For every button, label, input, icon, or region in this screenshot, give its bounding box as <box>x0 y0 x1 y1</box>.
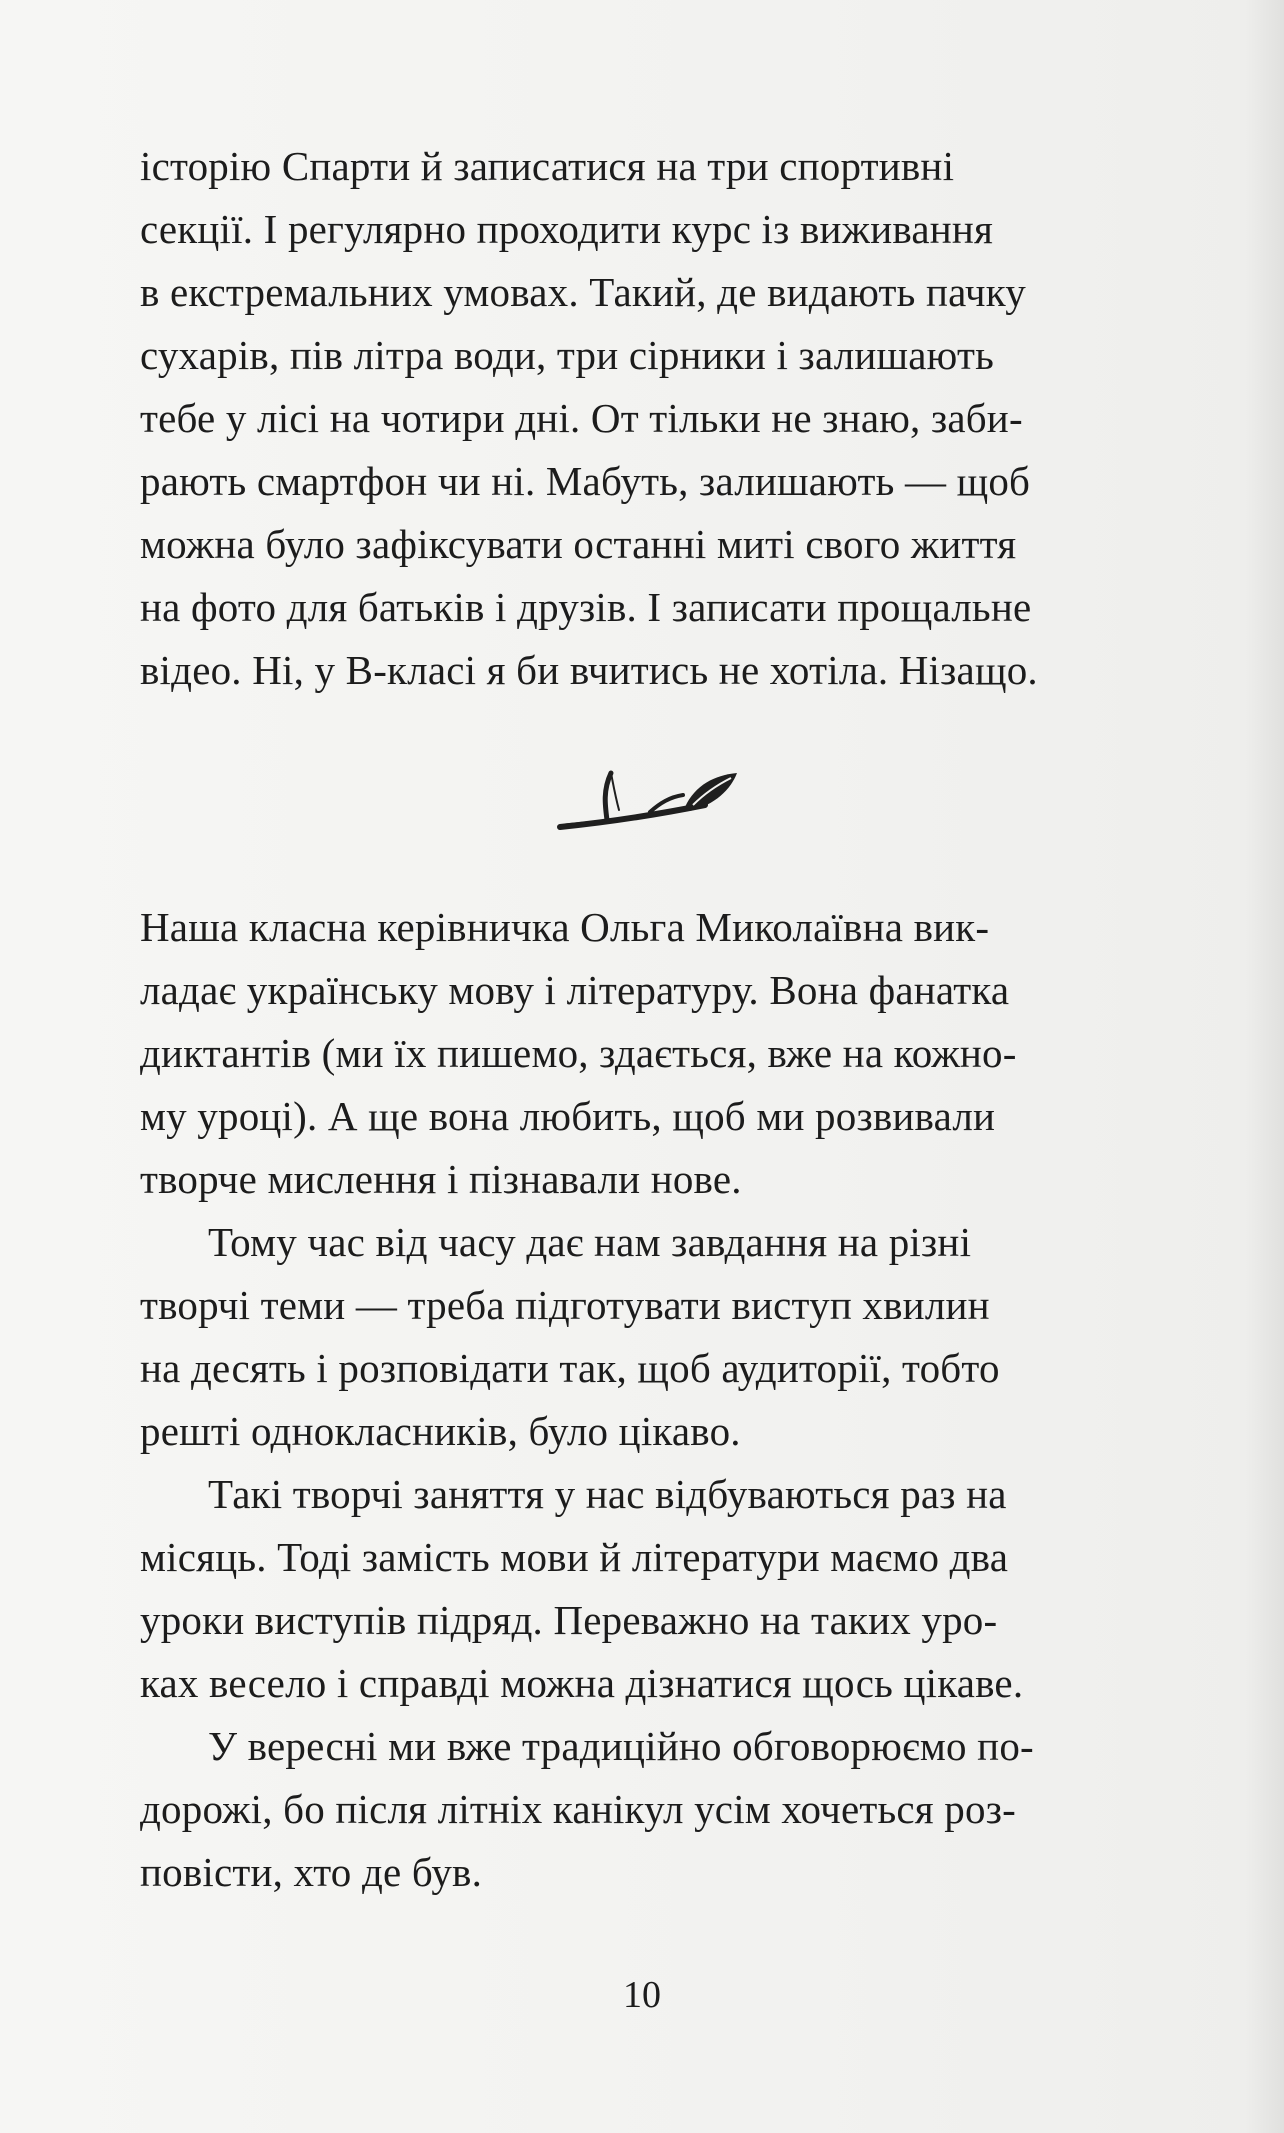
text-line: місяць. Тоді замість мови й літератури маємо два <box>140 1534 1009 1580</box>
paragraph-1 <box>140 896 1150 1211</box>
continued-paragraph <box>140 135 1150 702</box>
text-line: Тому час від часу дає нам завдання на різні <box>208 1219 972 1265</box>
text-line: У вересні ми вже традиційно обговорюємо по- <box>208 1723 1034 1769</box>
text-line: повісти, хто де був. <box>140 1849 483 1895</box>
text-line: тебе у лісі на чотири дні. От тільки не знаю, заби- <box>140 395 1023 441</box>
text-line: творчі теми — треба підготувати виступ хвилин <box>140 1282 990 1328</box>
main-text <box>140 896 1150 1904</box>
text-line: му уроці). А ще вона любить, щоб ми розвивали <box>140 1093 996 1139</box>
text-line: дорожі, бо після літніх канікул усім хочеться роз- <box>140 1786 1016 1832</box>
text-line: на десять і розповідати так, щоб аудиторії, тобто <box>140 1345 1000 1391</box>
text-line: творче мислення і пізнавали нове. <box>140 1156 742 1202</box>
text-line: диктантів (ми їх пишемо, здається, вже на кожно- <box>140 1030 1017 1076</box>
text-line: можна було зафіксувати останні миті свого життя <box>140 521 1017 567</box>
text-line: на фото для батьків і друзів. І записати прощальне <box>140 584 1032 630</box>
text-line: рають смартфон чи ні. Мабуть, залишають — щоб <box>140 458 1031 504</box>
text-line: в екстремальних умовах. Такий, де видають пачку <box>140 269 1026 315</box>
text-line: історію Спарти й записатися на три спортивні <box>140 143 955 189</box>
paragraph-3 <box>140 1463 1150 1715</box>
paragraph-4 <box>140 1715 1150 1904</box>
text-line: секції. І регулярно проходити курс із виживання <box>140 206 994 252</box>
text-line: Такі творчі заняття у нас відбуваються раз на <box>208 1471 1007 1517</box>
text-line: ках весело і справді можна дізнатися щось цікаве. <box>140 1660 1024 1706</box>
text-line: сухарів, пів літра води, три сірники і залишають <box>140 332 994 378</box>
text-line: решті однокласників, було цікаво. <box>140 1408 741 1454</box>
text-line: відео. Ні, у В-класі я би вчитись не хотіла. Нізащо. <box>140 647 1038 693</box>
branch-ornament-icon <box>555 765 745 840</box>
paragraph-2 <box>140 1211 1150 1463</box>
page-number: 10 <box>623 1974 661 2016</box>
text-line: Наша класна керівничка Ольга Миколаївна вик- <box>140 904 990 950</box>
text-line: уроки виступів підряд. Переважно на таких уро- <box>140 1597 998 1643</box>
text-line: ладає українську мову і літературу. Вона фанатка <box>140 967 1010 1013</box>
